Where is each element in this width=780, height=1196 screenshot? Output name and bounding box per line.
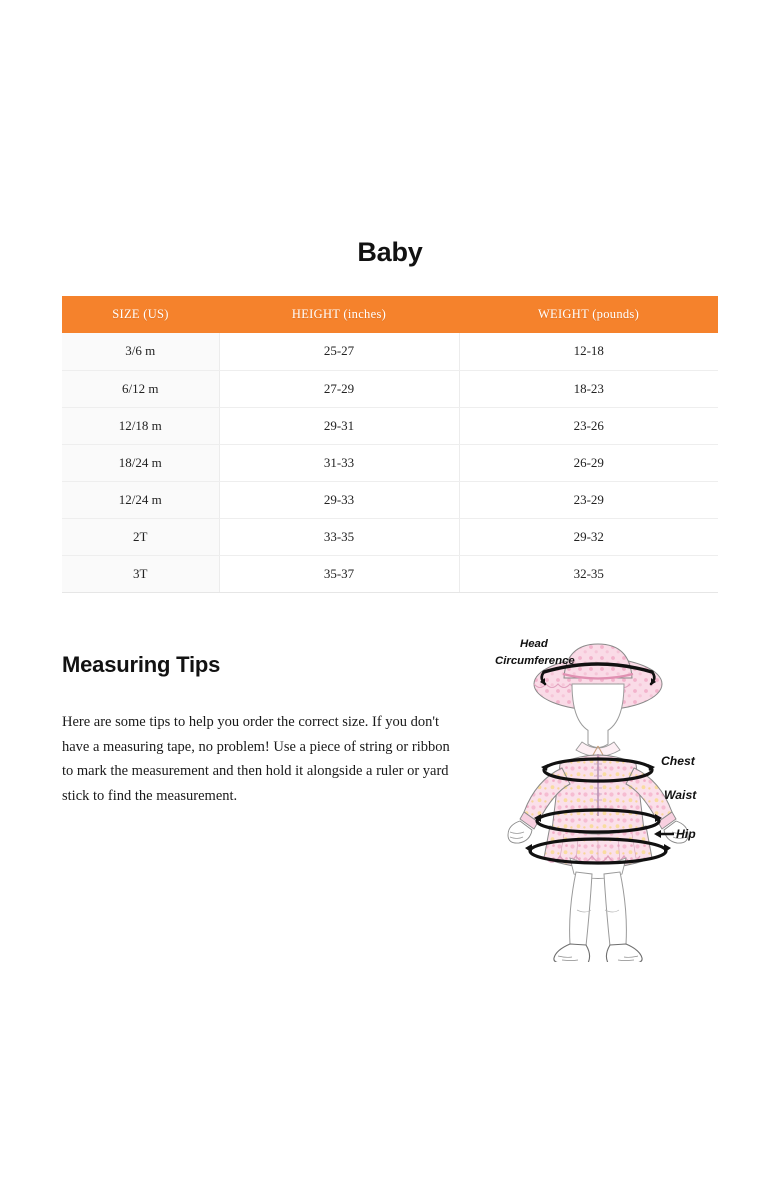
cell-weight: 29-32	[459, 518, 718, 555]
table-row	[62, 481, 718, 518]
label-head-circumference-line2: Circumference	[495, 655, 575, 667]
table-row	[62, 555, 718, 592]
cell-weight: 12-18	[459, 333, 718, 370]
label-head-circumference-line1: Head	[520, 638, 548, 650]
cell-size: 18/24 m	[62, 444, 219, 481]
cell-size: 12/24 m	[62, 481, 219, 518]
measuring-tips-body: Here are some tips to help you order the correct size. If you don't have a measuring tape, no problem! Use a piece of string or ribbon to mark the measurement and then hold it alongside a ruler or yard stick to find the measurement.	[62, 714, 450, 804]
table-row	[62, 370, 718, 407]
cell-height: 35-37	[219, 555, 459, 592]
cell-weight: 18-23	[459, 370, 718, 407]
table-row	[62, 333, 718, 370]
cell-size: 6/12 m	[62, 370, 219, 407]
cell-height: 33-35	[219, 518, 459, 555]
table-header-row	[62, 296, 718, 333]
cell-size: 12/18 m	[62, 407, 219, 444]
column-header-height: HEIGHT (inches)	[219, 296, 459, 333]
cell-height: 29-33	[219, 481, 459, 518]
table-row	[62, 407, 718, 444]
table-body	[62, 333, 718, 592]
label-waist: Waist	[664, 788, 697, 802]
cell-size: 3/6 m	[62, 333, 219, 370]
column-header-size: SIZE (US)	[62, 296, 219, 333]
cell-height: 27-29	[219, 370, 459, 407]
table-row	[62, 444, 718, 481]
page-title: Baby	[357, 237, 423, 267]
cell-weight: 23-26	[459, 407, 718, 444]
measuring-tips-heading: Measuring Tips	[62, 652, 221, 677]
cell-size: 2T	[62, 518, 219, 555]
cell-size: 3T	[62, 555, 219, 592]
cell-weight: 23-29	[459, 481, 718, 518]
cell-height: 25-27	[219, 333, 459, 370]
cell-height: 29-31	[219, 407, 459, 444]
label-chest: Chest	[661, 754, 695, 768]
cell-weight: 32-35	[459, 555, 718, 592]
column-header-weight: WEIGHT (pounds)	[459, 296, 718, 333]
cell-weight: 26-29	[459, 444, 718, 481]
cell-height: 31-33	[219, 444, 459, 481]
table-row	[62, 518, 718, 555]
size-chart-table	[62, 296, 718, 593]
baby-measurement-illustration	[478, 622, 728, 962]
label-hip: Hip	[676, 827, 696, 841]
table-header	[62, 296, 718, 333]
